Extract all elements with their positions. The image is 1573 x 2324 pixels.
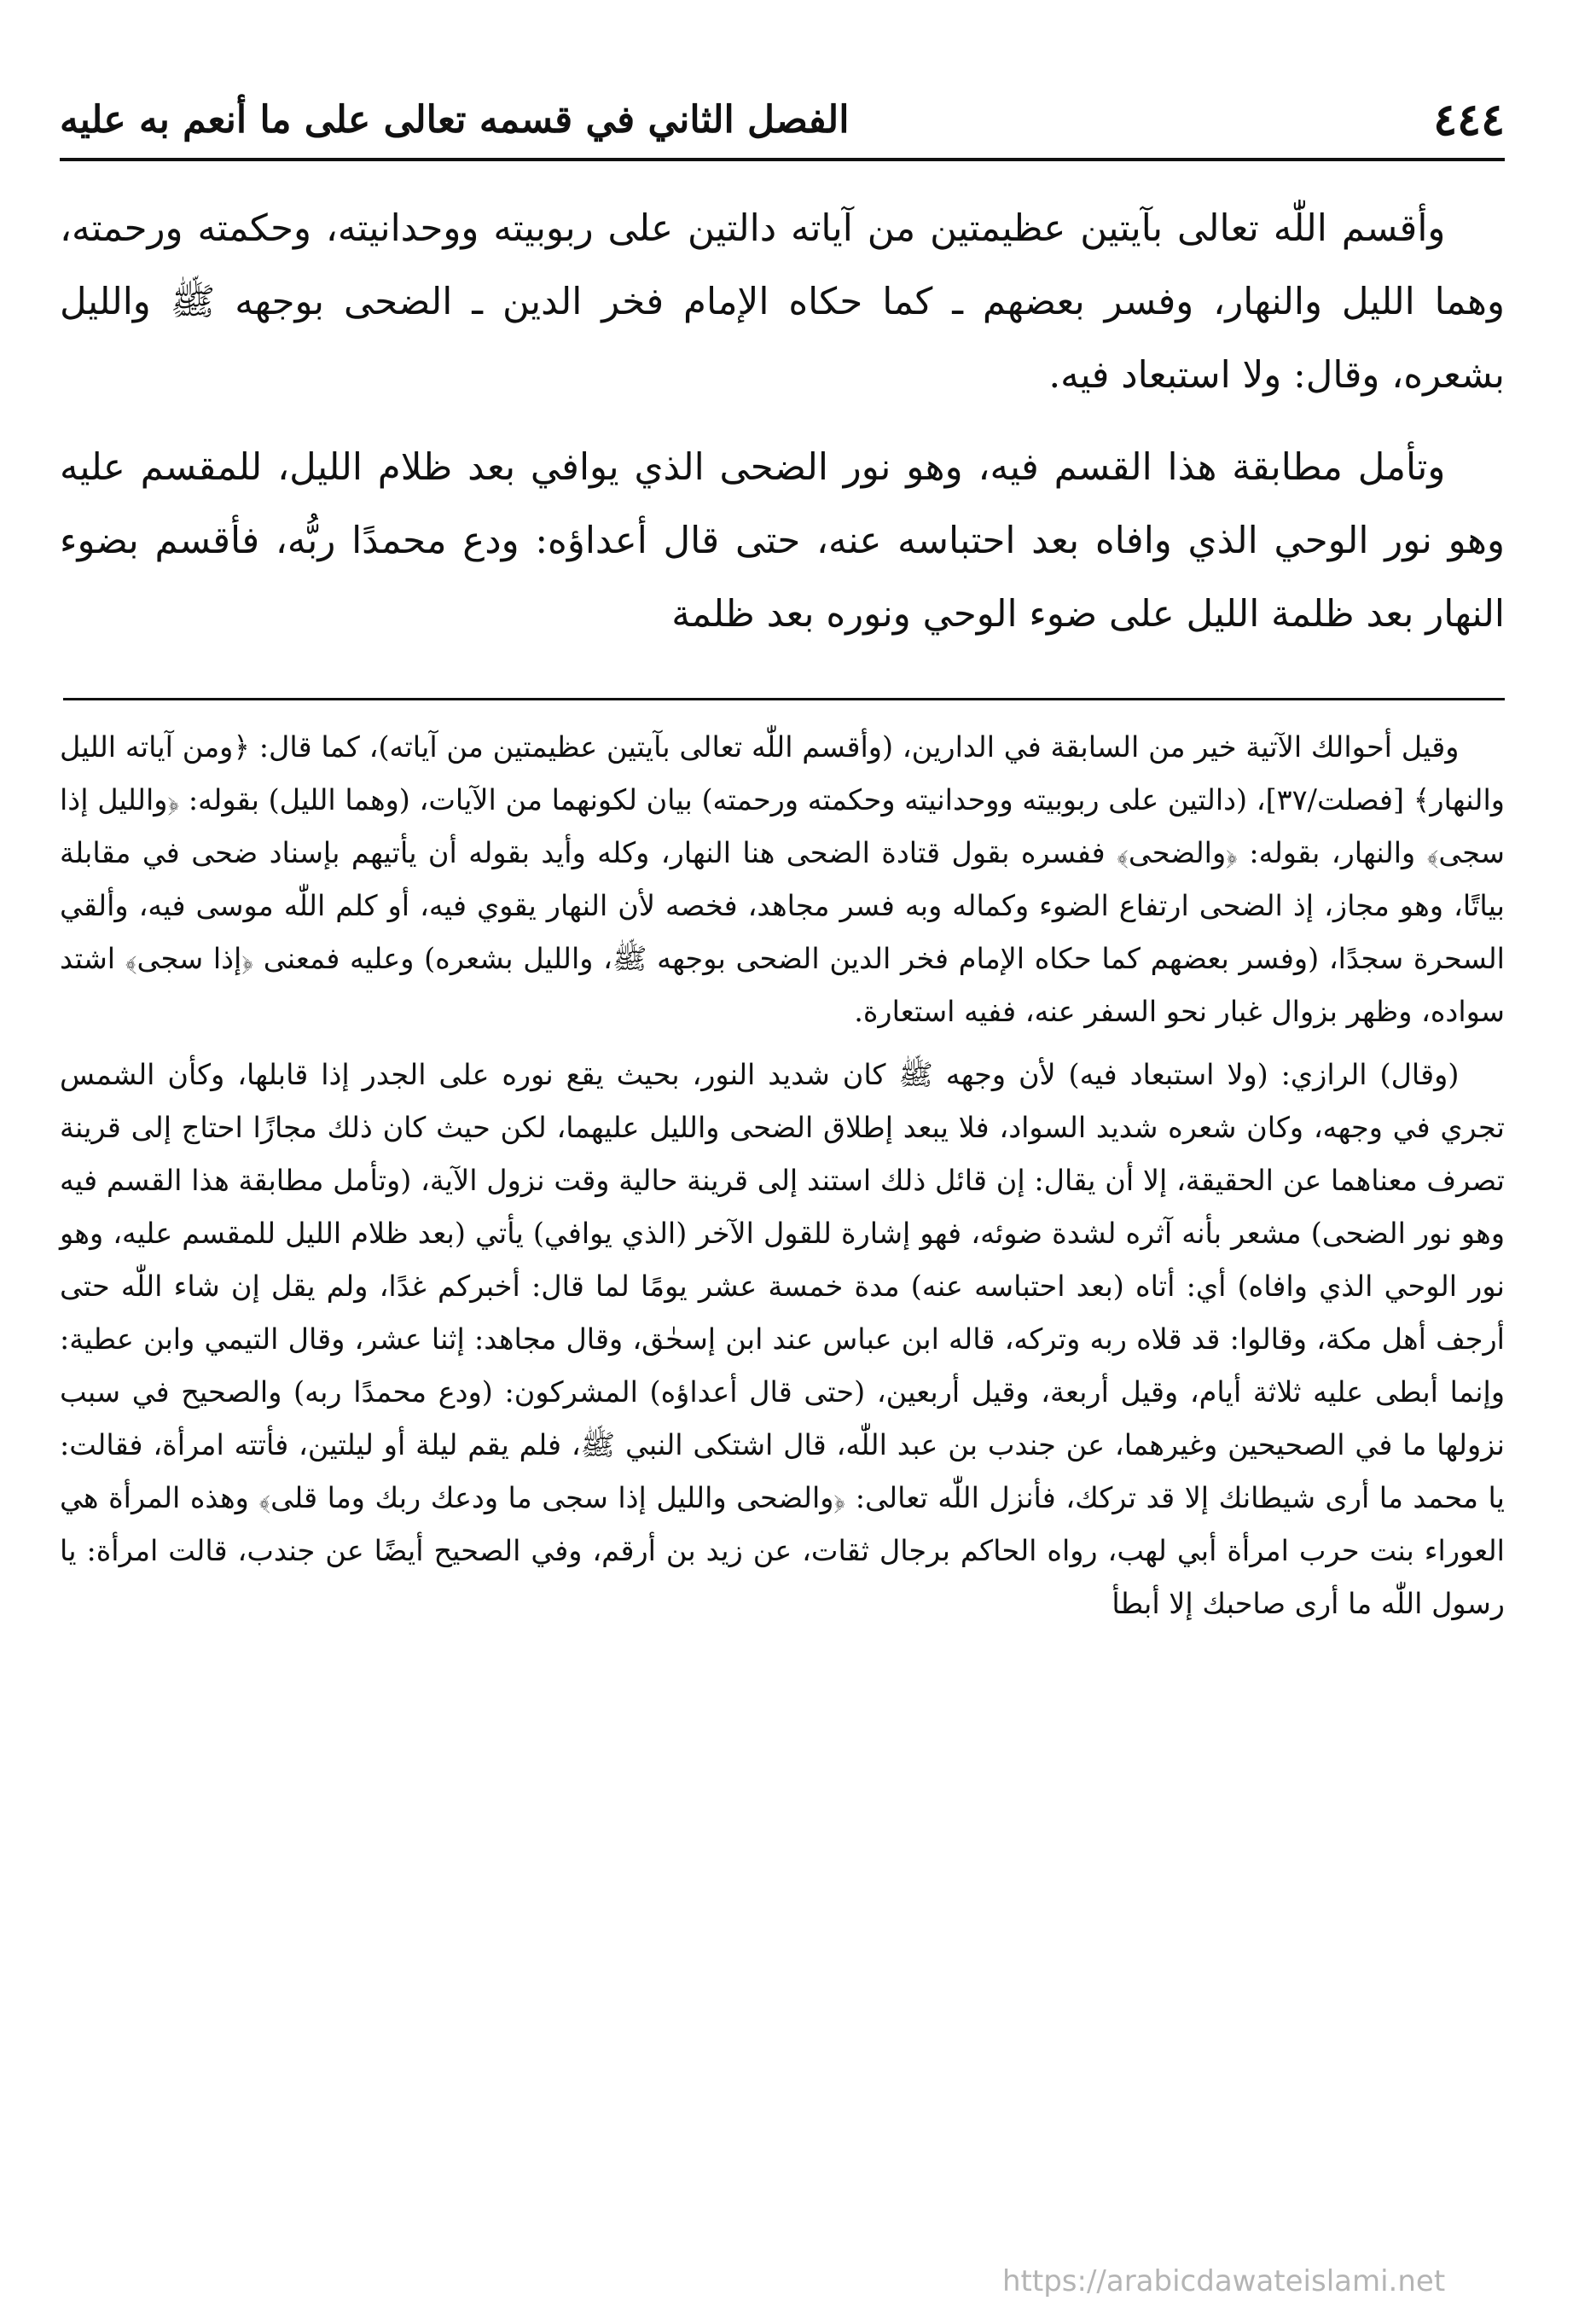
footnote-paragraph: وقيل أحوالك الآتية خير من السابقة في الدارين، (وأقسم اللّٰه تعالى بآيتين عظيمتين من آياته)، كما قال: ﴿ومن آياته الليل والنهار﴾ [فصلت/٣٧]، (دالتين على ربوبيته ووحدانيته وحكمته ورحمته) بيان لكونهما من الآيات، (وهما الليل) بقوله: ﴿والليل إذا سجى﴾ والنهار، بقوله: ﴿والضحى﴾ ففسره بقول قتادة الضحى هنا النهار، وكله وأيد بقوله أن يأتيهم بإسناد ضحى في مقابلة بياتًا، وهو مجاز، إذ الضحى ارتفاع الضوء وكماله وبه فسر مجاهد، فخصه لأن النهار يقوي فيه، أو كلم اللّٰه موسى فيه، وألقي السحرة سجدًا، (وفسر بعضهم كما حكاه الإمام فخر الدين الضحى بوجهه ﷺ، والليل بشعره) وعليه فمعنى ﴿إذا سجى﴾ اشتد سواده، وظهر بزوال غبار نحو السفر عنه، ففيه استعارة. <box>60 730 1505 1028</box>
footnote-separator <box>63 698 1505 700</box>
main-text <box>60 192 1505 670</box>
commentary-footnote <box>60 721 1505 1641</box>
footnote-paragraph: (وقال) الرازي: (ولا استبعاد فيه) لأن وجهه ﷺ كان شديد النور، بحيث يقع نوره على الجدر إذا قابلها، وكأن الشمس تجري في وجهه، وكان شعره شديد السواد، فلا يبعد إطلاق الضحى والليل عليهما، لكن حيث كان ذلك مجازًا احتاج إلى قرينة تصرف معناهما عن الحقيقة، إلا أن يقال: إن قائل ذلك استند إلى قرينة حالية وقت نزول الآية، (وتأمل مطابقة هذا القسم فيه وهو نور الضحى) مشعر بأنه آثره لشدة ضوئه، فهو إشارة للقول الآخر (الذي يوافي) يأتي (بعد ظلام الليل للمقسم عليه، وهو نور الوحي الذي وافاه) أي: أتاه (بعد احتباسه عنه) مدة خمسة عشر يومًا لما قال: أخبركم غدًا، ولم يقل إن شاء اللّٰه حتى أرجف أهل مكة، وقالوا: قد قلاه ربه وتركه، قاله ابن عباس عند ابن إسحٰق، وقال مجاهد: إثنا عشر، وقال التيمي وابن عطية: وإنما أبطى عليه ثلاثة أيام، وقيل أربعة، وقيل أربعين، (حتى قال أعداؤه) المشركون: (ودع محمدًا ربه) والصحيح في سبب نزولها ما في الصحيحين وغيرهما، عن جندب بن عبد اللّٰه، قال اشتكى النبي ﷺ، فلم يقم ليلة أو ليلتين، فأتته امرأة، فقالت: يا محمد ما أرى شيطانك إلا قد تركك، فأنزل اللّٰه تعالى: ﴿والضحى والليل إذا سجى ما ودعك ربك وما قلى﴾ وهذه المرأة هي العوراء بنت حرب امرأة أبي لهب، رواه الحاكم برجال ثقات، عن زيد بن أرقم، وفي الصحيح أيضًا عن جندب، قالت امرأة: يا رسول اللّٰه ما أرى صاحبك إلا أبطأ <box>60 1058 1505 1620</box>
running-header <box>60 81 1505 161</box>
page-number: ٤٤٤ <box>1433 93 1505 146</box>
chapter-title: الفصل الثاني في قسمه تعالى على ما أنعم به عليه <box>60 97 850 142</box>
book-page <box>60 0 1505 2324</box>
watermark-url: https://arabicdawateislami.net <box>1002 2264 1446 2298</box>
main-paragraph: وتأمل مطابقة هذا القسم فيه، وهو نور الضحى الذي يوافي بعد ظلام الليل، للمقسم عليه وهو نور الوحي الذي وافاه بعد احتباسه عنه، حتى قال أعداؤه: ودع محمدًا ربُّه، فأقسم بضوء النهار بعد ظلمة الليل على ضوء الوحي ونوره بعد ظلمة <box>60 446 1505 636</box>
main-paragraph: وأقسم اللّٰه تعالى بآيتين عظيمتين من آياته دالتين على ربوبيته ووحدانيته، وحكمته ورحمته، وهما الليل والنهار، وفسر بعضهم ـ كما حكاه الإمام فخر الدين ـ الضحى بوجهه ﷺ والليل بشعره، وقال: ولا استبعاد فيه. <box>60 207 1505 397</box>
